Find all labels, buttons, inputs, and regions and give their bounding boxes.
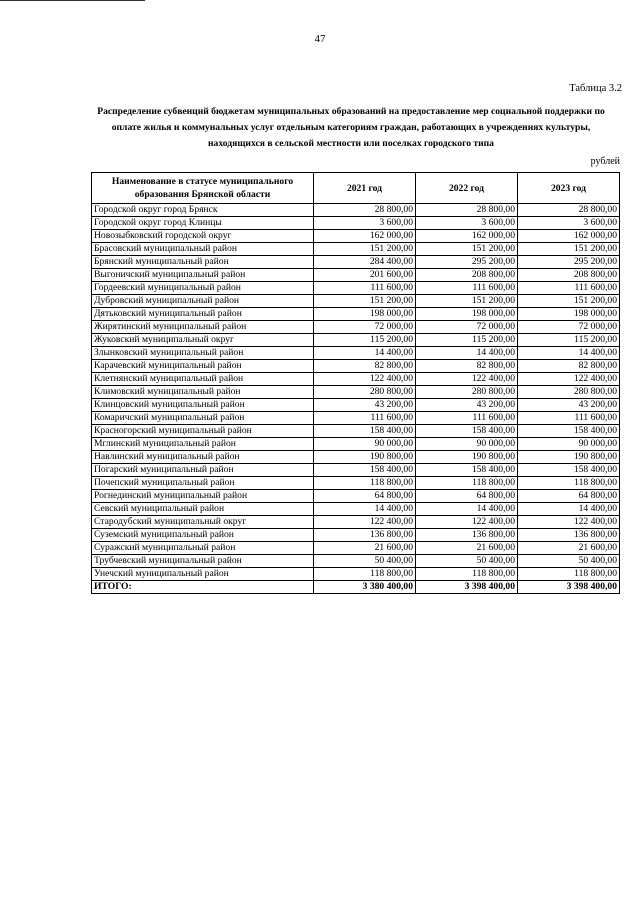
value-2022-cell: 118 800,00 — [416, 568, 518, 581]
municipality-cell: Суражский муниципальный район — [92, 542, 314, 555]
table-row — [92, 425, 620, 438]
table-row — [92, 386, 620, 399]
header-2023: 2023 год — [518, 173, 620, 204]
table-row — [92, 477, 620, 490]
table-body — [92, 204, 620, 594]
table-title: Распределение субвенций бюджетам муниципальных образований на предоставление мер социальной поддержки по оплате жилья и коммунальных услуг отдельным категориям граждан, работающих в учреждениях культуры, находящихся в сельской местности или поселках городского типа — [97, 106, 605, 149]
value-2023-cell: 3 600,00 — [518, 217, 620, 230]
total-row — [92, 581, 620, 594]
municipality-cell: Комаричский муниципальный район — [92, 412, 314, 425]
value-2022-cell: 122 400,00 — [416, 373, 518, 386]
value-2023-cell: 118 800,00 — [518, 477, 620, 490]
value-2022-cell: 90 000,00 — [416, 438, 518, 451]
value-2023-cell: 136 800,00 — [518, 529, 620, 542]
table-row — [92, 269, 620, 282]
value-2022-cell: 122 400,00 — [416, 516, 518, 529]
value-2023-cell: 158 400,00 — [518, 464, 620, 477]
value-2021-cell: 21 600,00 — [314, 542, 416, 555]
value-2023-cell: 64 800,00 — [518, 490, 620, 503]
value-2022-cell: 136 800,00 — [416, 529, 518, 542]
municipality-cell: Жуковский муниципальный округ — [92, 334, 314, 347]
value-2021-cell: 136 800,00 — [314, 529, 416, 542]
value-2023-cell: 151 200,00 — [518, 295, 620, 308]
table-row — [92, 204, 620, 217]
value-2023-cell: 158 400,00 — [518, 425, 620, 438]
value-2023-cell: 162 000,00 — [518, 230, 620, 243]
value-2022-cell: 3 600,00 — [416, 217, 518, 230]
value-2022-cell: 158 400,00 — [416, 464, 518, 477]
table-row — [92, 555, 620, 568]
municipality-cell: Мглинский муниципальный район — [92, 438, 314, 451]
value-2023-cell: 82 800,00 — [518, 360, 620, 373]
municipality-cell: Трубчевский муниципальный район — [92, 555, 314, 568]
value-2021-cell: 201 600,00 — [314, 269, 416, 282]
municipality-cell: Климовский муниципальный район — [92, 386, 314, 399]
municipality-cell: Жирятинский муниципальный район — [92, 321, 314, 334]
table-row — [92, 451, 620, 464]
municipality-cell: Клинцовский муниципальный район — [92, 399, 314, 412]
value-2022-cell: 280 800,00 — [416, 386, 518, 399]
units-label: рублей — [590, 156, 620, 167]
value-2022-cell: 14 400,00 — [416, 503, 518, 516]
value-2021-cell: 90 000,00 — [314, 438, 416, 451]
total-2022: 3 398 400,00 — [416, 581, 518, 594]
table-row — [92, 321, 620, 334]
municipality-cell: Навлинский муниципальный район — [92, 451, 314, 464]
value-2021-cell: 3 600,00 — [314, 217, 416, 230]
value-2022-cell: 72 000,00 — [416, 321, 518, 334]
value-2021-cell: 82 800,00 — [314, 360, 416, 373]
value-2021-cell: 122 400,00 — [314, 516, 416, 529]
value-2022-cell: 208 800,00 — [416, 269, 518, 282]
municipality-cell: Новозыбковский городской округ — [92, 230, 314, 243]
header-2021: 2021 год — [314, 173, 416, 204]
value-2022-cell: 190 800,00 — [416, 451, 518, 464]
value-2022-cell: 111 600,00 — [416, 282, 518, 295]
value-2021-cell: 151 200,00 — [314, 295, 416, 308]
value-2022-cell: 162 000,00 — [416, 230, 518, 243]
table-label: Таблица 3.2 — [569, 83, 622, 94]
table-row — [92, 412, 620, 425]
header-row — [92, 173, 620, 204]
municipality-cell: Унечский муниципальный район — [92, 568, 314, 581]
value-2023-cell: 122 400,00 — [518, 516, 620, 529]
value-2021-cell: 190 800,00 — [314, 451, 416, 464]
municipality-cell: Карачевский муниципальный район — [92, 360, 314, 373]
value-2021-cell: 280 800,00 — [314, 386, 416, 399]
value-2023-cell: 151 200,00 — [518, 243, 620, 256]
table-row — [92, 243, 620, 256]
header-rule — [0, 0, 145, 1]
value-2021-cell: 14 400,00 — [314, 347, 416, 360]
value-2023-cell: 208 800,00 — [518, 269, 620, 282]
value-2021-cell: 50 400,00 — [314, 555, 416, 568]
value-2023-cell: 280 800,00 — [518, 386, 620, 399]
value-2021-cell: 72 000,00 — [314, 321, 416, 334]
value-2023-cell: 190 800,00 — [518, 451, 620, 464]
table-row — [92, 308, 620, 321]
value-2022-cell: 82 800,00 — [416, 360, 518, 373]
value-2021-cell: 151 200,00 — [314, 243, 416, 256]
value-2023-cell: 90 000,00 — [518, 438, 620, 451]
municipality-cell: Брянский муниципальный район — [92, 256, 314, 269]
subsidy-table — [91, 172, 620, 594]
table-row — [92, 373, 620, 386]
table-row — [92, 529, 620, 542]
total-2021: 3 380 400,00 — [314, 581, 416, 594]
value-2023-cell: 115 200,00 — [518, 334, 620, 347]
municipality-cell: Почепский муниципальный район — [92, 477, 314, 490]
value-2021-cell: 115 200,00 — [314, 334, 416, 347]
municipality-cell: Брасовский муниципальный район — [92, 243, 314, 256]
value-2021-cell: 158 400,00 — [314, 425, 416, 438]
municipality-cell: Севский муниципальный район — [92, 503, 314, 516]
value-2021-cell: 198 000,00 — [314, 308, 416, 321]
municipality-cell: Суземский муниципальный район — [92, 529, 314, 542]
municipality-cell: Дятьковский муниципальный район — [92, 308, 314, 321]
value-2023-cell: 111 600,00 — [518, 282, 620, 295]
value-2022-cell: 14 400,00 — [416, 347, 518, 360]
table-row — [92, 503, 620, 516]
value-2023-cell: 72 000,00 — [518, 321, 620, 334]
value-2023-cell: 198 000,00 — [518, 308, 620, 321]
value-2023-cell: 111 600,00 — [518, 412, 620, 425]
value-2021-cell: 118 800,00 — [314, 568, 416, 581]
value-2023-cell: 28 800,00 — [518, 204, 620, 217]
value-2021-cell: 28 800,00 — [314, 204, 416, 217]
municipality-cell: Погарский муниципальный район — [92, 464, 314, 477]
municipality-cell: Городской округ город Клинцы — [92, 217, 314, 230]
value-2021-cell: 111 600,00 — [314, 282, 416, 295]
value-2022-cell: 151 200,00 — [416, 295, 518, 308]
value-2022-cell: 198 000,00 — [416, 308, 518, 321]
value-2021-cell: 158 400,00 — [314, 464, 416, 477]
municipality-cell: Стародубский муниципальный округ — [92, 516, 314, 529]
total-label: ИТОГО: — [92, 581, 314, 594]
value-2021-cell: 284 400,00 — [314, 256, 416, 269]
municipality-cell: Гордеевский муниципальный район — [92, 282, 314, 295]
value-2021-cell: 43 200,00 — [314, 399, 416, 412]
value-2021-cell: 111 600,00 — [314, 412, 416, 425]
table-row — [92, 360, 620, 373]
value-2022-cell: 111 600,00 — [416, 412, 518, 425]
municipality-cell: Выгоничский муниципальный район — [92, 269, 314, 282]
municipality-cell: Клетнянский муниципальный район — [92, 373, 314, 386]
value-2023-cell: 43 200,00 — [518, 399, 620, 412]
table-row — [92, 334, 620, 347]
value-2022-cell: 28 800,00 — [416, 204, 518, 217]
table-row — [92, 568, 620, 581]
value-2023-cell: 14 400,00 — [518, 347, 620, 360]
value-2022-cell: 50 400,00 — [416, 555, 518, 568]
value-2022-cell: 64 800,00 — [416, 490, 518, 503]
municipality-cell: Красногорский муниципальный район — [92, 425, 314, 438]
table-row — [92, 490, 620, 503]
table-row — [92, 282, 620, 295]
value-2021-cell: 14 400,00 — [314, 503, 416, 516]
value-2023-cell: 122 400,00 — [518, 373, 620, 386]
municipality-cell: Городской округ город Брянск — [92, 204, 314, 217]
table-row — [92, 399, 620, 412]
total-2023: 3 398 400,00 — [518, 581, 620, 594]
table-row — [92, 230, 620, 243]
value-2023-cell: 50 400,00 — [518, 555, 620, 568]
value-2023-cell: 295 200,00 — [518, 256, 620, 269]
table-row — [92, 295, 620, 308]
value-2021-cell: 64 800,00 — [314, 490, 416, 503]
table-row — [92, 516, 620, 529]
value-2022-cell: 118 800,00 — [416, 477, 518, 490]
table-row — [92, 217, 620, 230]
value-2022-cell: 151 200,00 — [416, 243, 518, 256]
table-row — [92, 256, 620, 269]
value-2023-cell: 21 600,00 — [518, 542, 620, 555]
value-2022-cell: 158 400,00 — [416, 425, 518, 438]
value-2022-cell: 115 200,00 — [416, 334, 518, 347]
table-row — [92, 347, 620, 360]
table-row — [92, 438, 620, 451]
header-name: Наименование в статусе муниципального образования Брянской области — [92, 173, 314, 204]
municipality-cell: Злынковский муниципальный район — [92, 347, 314, 360]
municipality-cell: Рогнединский муниципальный район — [92, 490, 314, 503]
value-2021-cell: 162 000,00 — [314, 230, 416, 243]
value-2022-cell: 295 200,00 — [416, 256, 518, 269]
value-2022-cell: 21 600,00 — [416, 542, 518, 555]
header-2022: 2022 год — [416, 173, 518, 204]
value-2022-cell: 43 200,00 — [416, 399, 518, 412]
value-2021-cell: 122 400,00 — [314, 373, 416, 386]
table-row — [92, 464, 620, 477]
value-2023-cell: 14 400,00 — [518, 503, 620, 516]
value-2023-cell: 118 800,00 — [518, 568, 620, 581]
table-row — [92, 542, 620, 555]
value-2021-cell: 118 800,00 — [314, 477, 416, 490]
page-number: 47 — [314, 33, 326, 45]
municipality-cell: Дубровский муниципальный район — [92, 295, 314, 308]
